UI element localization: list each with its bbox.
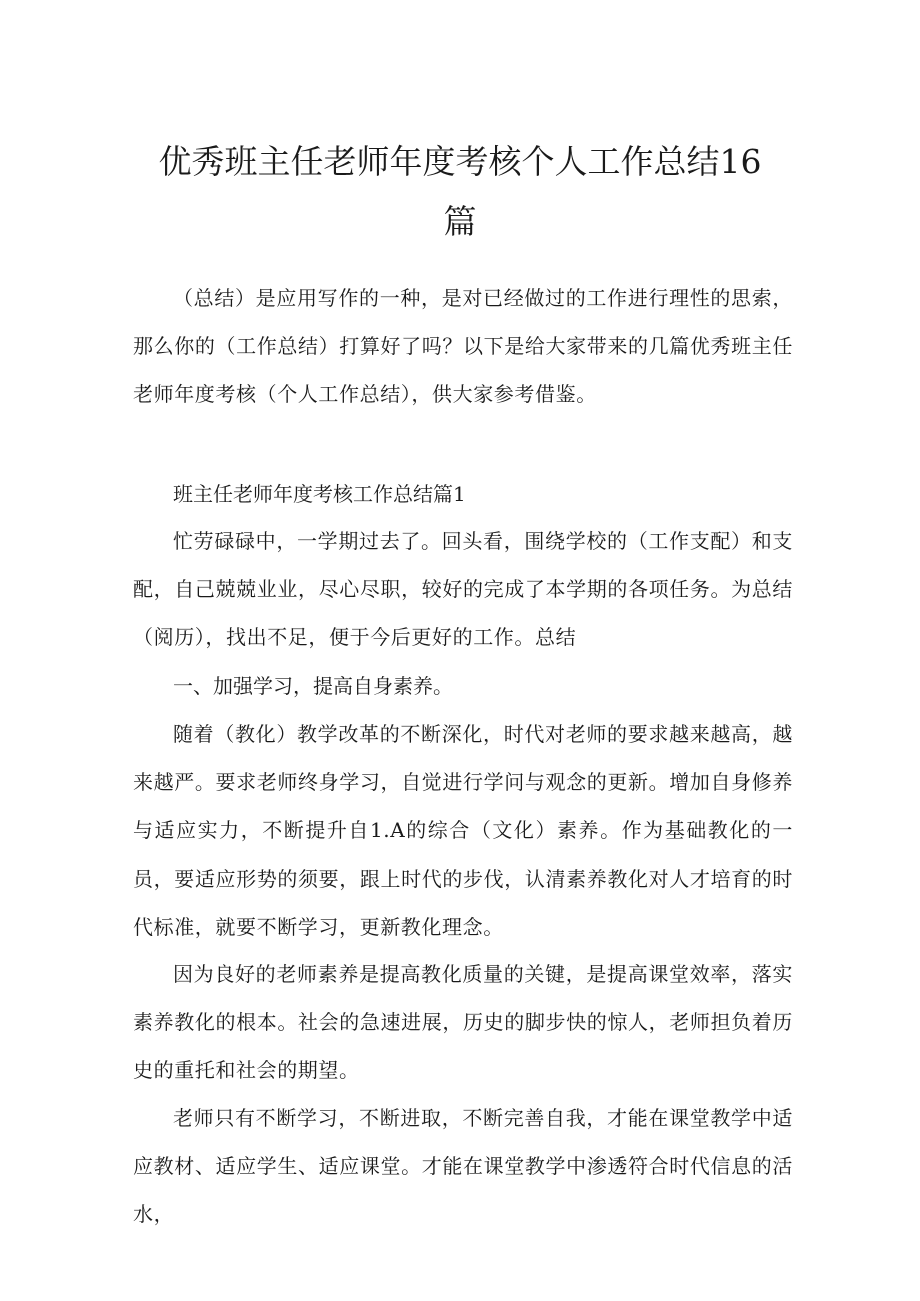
body-paragraph-2: 随着（教化）教学改革的不断深化，时代对老师的要求越来越高，越来越严。要求老师终身学习，自觉进行学问与观念的更新。增加自身修养与适应实力，不断提升自1.A的综合（文化）素养。作为基础教化的一员，要适应形势的须要，跟上时代的步伐，认清素养教化对人才培育的时代标准，就要不断学习，更新教化理念。 — [133, 722, 793, 939]
body-paragraph-3: 因为良好的老师素养是提高教化质量的关键，是提高课堂效率，落实素养教化的根本。社会的急速进展，历史的脚步快的惊人，老师担负着历史的重托和社会的期望。 — [133, 962, 793, 1083]
body-paragraph-1: 忙劳碌碌中，一学期过去了。回头看，围绕学校的（工作支配）和支配，自己兢兢业业，尽心尽职，较好的完成了本学期的各项任务。为总结（阅历），找出不足，便于今后更好的工作。总结 — [133, 529, 793, 650]
document-title-line-2: 篇 — [443, 202, 477, 241]
intro-paragraph: （总结）是应用写作的一种，是对已经做过的工作进行理性的思索，那么你的（工作总结）打算好了吗？以下是给大家带来的几篇优秀班主任老师年度考核（个人工作总结），供大家参考借鉴。 — [133, 286, 793, 407]
sub-heading: 一、加强学习，提高自身素养。 — [173, 674, 453, 698]
document-title-line-1: 优秀班主任老师年度考核个人工作总结16 — [158, 142, 762, 181]
section-heading: 班主任老师年度考核工作总结篇1 — [173, 482, 466, 506]
body-paragraph-4: 老师只有不断学习，不断进取，不断完善自我，才能在课堂教学中适应教材、适应学生、适应课堂。才能在课堂教学中渗透符合时代信息的活水， — [133, 1106, 793, 1227]
